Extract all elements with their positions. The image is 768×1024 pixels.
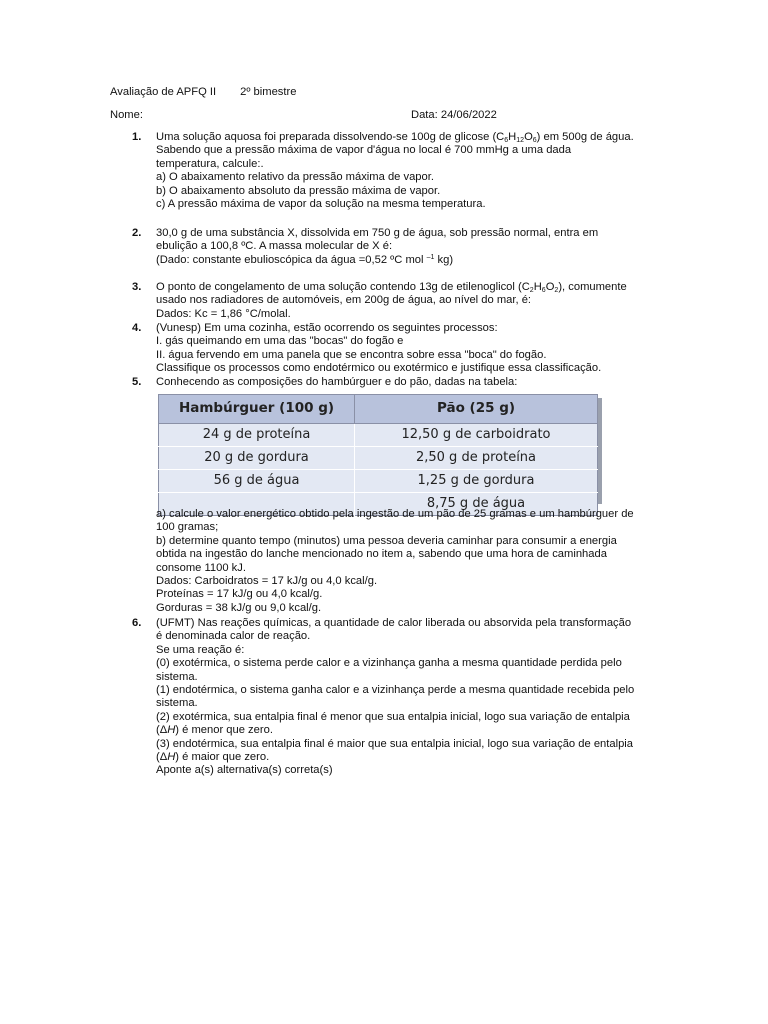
question-number: 4.: [132, 322, 142, 334]
exam-title: Avaliação de APFQ II: [110, 86, 217, 98]
question-4: [110, 322, 670, 376]
question-line: Classifique os processos como endotérmico ou exotérmico e justifique essa classificação.: [156, 362, 602, 375]
question-2: [110, 227, 670, 267]
question-number: 6.: [132, 617, 142, 629]
table-cell: 56 g de água: [159, 470, 355, 493]
column-header: Pão (25 g): [355, 395, 598, 424]
option-b: b) O abaixamento absoluto da pressão máxima de vapor.: [156, 184, 441, 197]
table-cell: 8,75 g de água: [355, 493, 598, 516]
question-line: Sabendo que a pressão máxima de vapor d'água no local é 700 mmHg a uma dada: [156, 144, 572, 157]
question-line: temperatura, calcule:.: [156, 157, 264, 170]
name-label: Nome:: [110, 109, 143, 121]
alternative-1: (1) endotérmica, o sistema ganha calor e a vizinhança perde a mesma quantidade recebida pelo: [156, 684, 635, 697]
question-line: (Vunesp) Em uma cozinha, estão ocorrendo os seguintes processos:: [156, 322, 498, 334]
data-line: Dados: Carboidratos = 17 kJ/g ou 4,0 kcal/g.: [156, 575, 378, 588]
composition-table: [158, 394, 598, 516]
option-a: a) O abaixamento relativo da pressão máxima de vapor.: [156, 171, 434, 184]
question-line: O ponto de congelamento de uma solução contendo 13g de etilenoglicol $(C_2H_6O_2)$, comumente: [156, 281, 627, 294]
alternative-2: (ΔH) é menor que zero.: [156, 724, 273, 737]
question-line: é denominada calor de reação.: [156, 630, 311, 643]
question-data: Dados: Kc = 1,86 °C/molal.: [156, 307, 291, 320]
question-line: I. gás queimando em uma das "bocas" do fogão e: [156, 335, 404, 348]
data-line: Gorduras = 38 kJ/g ou 9,0 kcal/g.: [156, 601, 322, 614]
alternative-1: sistema.: [156, 697, 198, 710]
header-title-line: [110, 86, 296, 99]
alternative-3: (3) endotérmica, sua entalpia final é maior que sua entalpia inicial, logo sua variação de entalpia: [156, 737, 634, 750]
item-a: 100 gramas;: [156, 521, 219, 534]
question-3: [110, 281, 670, 321]
table-cell: 24 g de proteína: [159, 424, 355, 447]
question-5: [110, 376, 670, 389]
question-line: usado nos radiadores de automóveis, em 200g de água, ao nível do mar, é:: [156, 294, 532, 307]
question-5-items: [110, 508, 670, 615]
table-cell: 1,25 g de gordura: [355, 470, 598, 493]
question-6: [110, 617, 670, 778]
question-data: (Dado: constante ebulioscópica da água =0,52 ºC mol $^{-1}$ kg): [156, 253, 454, 266]
table-row: [159, 470, 598, 493]
alternative-0: (0) exotérmica, o sistema perde calor e a vizinhança ganha a mesma quantidade perdida pelo: [156, 657, 622, 670]
question-line: ebulição a 100,8 ºC. A massa molecular de X é:: [156, 240, 393, 253]
question-line: II. água fervendo em uma panela que se encontra sobre essa "boca" do fogão.: [156, 348, 547, 361]
table-cell: 2,50 g de proteína: [355, 447, 598, 470]
table-cell: 12,50 g de carboidrato: [355, 424, 598, 447]
alternative-0: sistema.: [156, 670, 198, 683]
question-line: (UFMT) Nas reações químicas, a quantidade de calor liberada ou absorvida pela transformação: [156, 617, 632, 629]
table-row: [159, 447, 598, 470]
data-line: Proteínas = 17 kJ/g ou 4,0 kcal/g.: [156, 588, 323, 601]
item-a: a) calcule o valor energético obtido pela ingestão de um pão de 25 gramas e um hambúrguer de: [156, 508, 634, 520]
question-line: Uma solução aquosa foi preparada dissolvendo-se 100g de glicose $(C_6H_{12}O_6)$ em 500g de água.: [156, 131, 634, 144]
date-label: Data: 24/06/2022: [411, 109, 497, 121]
question-line: Aponte a(s) alternativa(s) correta(s): [156, 764, 333, 777]
item-b: obtida na ingestão do lanche mencionado no item a, sabendo que uma hora de caminhada: [156, 548, 607, 561]
question-number: 3.: [132, 281, 142, 293]
question-number: 1.: [132, 131, 142, 143]
item-b: b) determine quanto tempo (minutos) uma pessoa deveria caminhar para consumir a energia: [156, 534, 617, 547]
question-1: [110, 131, 670, 211]
nutrition-table: [158, 394, 598, 512]
bimester-label: 2º bimestre: [240, 86, 297, 98]
question-number: 2.: [132, 227, 142, 239]
column-header: Hambúrguer (100 g): [159, 395, 355, 424]
question-line: Conhecendo as composições do hambúrguer e do pão, dadas na tabela:: [156, 376, 518, 388]
question-line: Se uma reação é:: [156, 643, 245, 656]
alternative-3: (ΔH) é maior que zero.: [156, 751, 270, 764]
alternative-2: (2) exotérmica, sua entalpia final é menor que sua entalpia inicial, logo sua variação de entalpia: [156, 710, 630, 723]
table-header-row: [159, 395, 598, 424]
question-line: 30,0 g de uma substância X, dissolvida em 750 g de água, sob pressão normal, entra em: [156, 227, 599, 239]
table-cell: 20 g de gordura: [159, 447, 355, 470]
question-number: 5.: [132, 376, 142, 388]
option-c: c) A pressão máxima de vapor da solução na mesma temperatura.: [156, 198, 486, 211]
table-row: [159, 424, 598, 447]
item-b: consome 1100 kJ.: [156, 561, 246, 574]
